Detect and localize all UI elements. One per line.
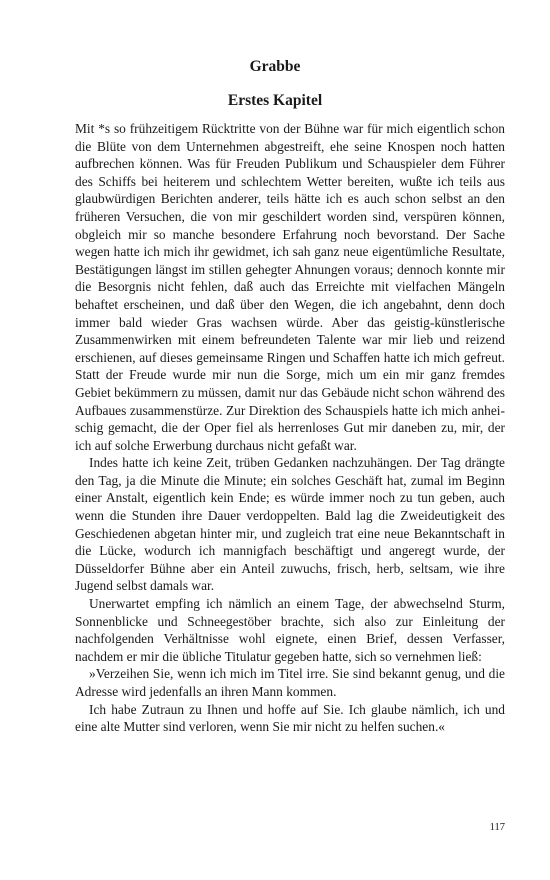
book-title: Grabbe bbox=[249, 58, 301, 75]
body-text bbox=[75, 120, 505, 736]
chapter-title: Erstes Kapitel bbox=[227, 92, 323, 109]
letter-quote-paragraph: Ich habe Zutraun zu Ihnen und hoffe auf Sie. Ich glaube nämlich, ich und eine alte Mutter sind verloren, wenn Sie mir nicht zu helfen suchen.« bbox=[75, 701, 505, 735]
paragraph: Indes hatte ich keine Zeit, trüben Gedanken nachzuhängen. Der Tag drängte den Tag, ja die Minute die Minute; ein solches Geschäft hat, zumal im Beginn einer Anstalt, eigentlich kein Ende; es würde immer noch zu tun geben, auch wenn die Stunden ihre Dauer verdoppelten. Bald lag die Zweideutigkeit des Geschiedenen abgetan hinter mir, und zugleich trat eine neue Bekanntschaft in die Lücke, wodurch ich mannigfach beschäftigt und angeregt wurde, der Düsseldorfer Bühne aber ein Anteil zuwuchs, frisch, herb, seltsam, wie ihre Jugend selbst damals war. bbox=[75, 455, 505, 594]
page-number: 117 bbox=[489, 822, 505, 833]
paragraph: Mit *s so frühzeitigem Rücktritte von der Bühne war für mich eigentlich schon die Blüte von dem Unternehmen abgestreift, ehe seine Knospen noch hatten aufbrechen können. Was für Freuden Publikum und Schauspieler dem Führer des Schiffs bei heiterem und schlechtem Wetter bereiten, wußte ich teils aus glaubwürdigen Berichten anderer, teils hätte ich es auch schon selbst an den früheren Versuchen, die von mir geschildert worden sind, verspüren können, obgleich mir so manche besondere Erfahrung noch bevorstand. Der Sache wegen hatte ich mich ihr gewidmet, ich sah ganz neue eigentümliche Resultate, Bestätigungen längst im stillen gehegter Ahnungen voraus; dennoch konnte mir die Besorgnis nicht fehlen, daß auch das Erreichte mit vielfachen Mängeln behaftet erscheinen, und daß über den Wegen, die ich angebahnt, denn doch immer bald wieder Gras wachsen würde. Aber das geistig-künstlerische Zusammenwirken mit einem befreundeten Talente war mir lieb und reizend erschienen, auf dieses gemeinsame Ringen und Schaffen hatte ich mich gefreut. Statt der Freude wurde mir nun die Sorge, mich um ein mir ganz fremdes Gebiet bekümmern zu müssen, damit nur das Gebäude nicht schon während des Aufbaues zusammenstürze. Zur Direktion des Schauspiels hatte ich mich anheischig gemacht, die der Oper fiel als herrenloses Gut mir daneben zu, mir, der ich auf solche Erwerbung durchaus nicht gefaßt war. bbox=[75, 121, 505, 453]
letter-quote-paragraph: »Verzeihen Sie, wenn ich mich im Titel irre. Sie sind bekannt genug, und die Adresse wird jedenfalls an ihren Mann kommen. bbox=[75, 666, 505, 699]
paragraph: Unerwartet empfing ich nämlich an einem Tage, der abwechselnd Sturm, Sonnenblicke und Schneegestöber brachte, sich also zur Einleitung der nachfolgenden Verhältnisse wohl eignete, einen Brief, dessen Verfasser, nachdem er mir die übliche Titulatur gegeben hatte, sich so vernehmen ließ: bbox=[75, 596, 505, 664]
